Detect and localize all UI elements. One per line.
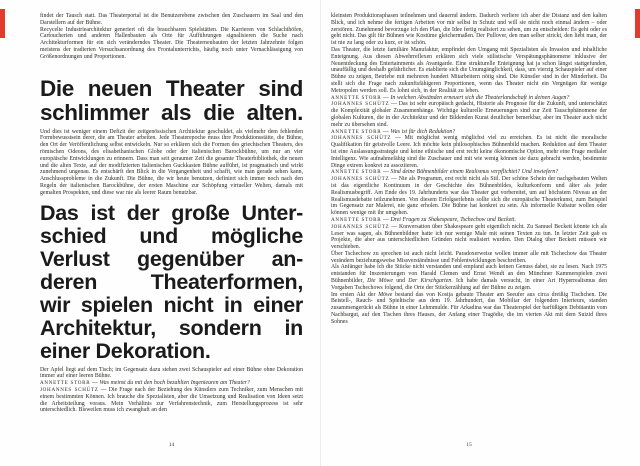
text-segment: und xyxy=(392,278,409,285)
dialog-text: In welchen Abständen erneuert sich die Theaterlandschaft in deinen Augen? xyxy=(390,94,570,101)
text-segment: . Ich habe damals versucht, in einer Art Hyperrealismus den Vorgaben Tschechows folgend, die Orte der Stückerzählung auf der Bühne zu zeigen. xyxy=(331,278,607,291)
speaker-name: ANNETTE STORR xyxy=(331,216,382,223)
headline-line: Die neuen Theater sind xyxy=(40,75,303,101)
headline-line: schlimmer als die alten. xyxy=(40,99,303,125)
dialog-text: Mit möglichst wenig möglichst viel zu erreichen. Es ist nicht die moralische Qualifikation für geistvolle Leere. Ich möchte kein philosophisches Bühnenbild machen. Reduktion auf dem Theater ist eine Auslassungsstrategie und keine ethische und erst recht keine ökonomische Option, mehr eine Frage medialer Intelligenz. Wie aufnahmefähig sind die Zuschauer und mit wie wenig können sie dazu gebracht werden, bestimmte Dinge extrem konkret zu assoziieren. xyxy=(331,135,607,169)
body-paragraph: Recycelte Industriearchitektur generiert oft die brauchbaren Spielstätten. Die Karrieren von Schlachthöfen, Cartoucherien und anderen Hallenbauten als Orte für Aufführungen signalisieren die Suche nach Architekturformen für ein sich veränderndes Theater. Die Theaterneubauten der letzten Jahrzehnte folgen meistens der tradierten Versuchsanordnung des Frontalunterrichts, häufig noch unter Vernachlässigung von Größenordnungen und Proportionen. xyxy=(40,26,303,60)
page-gutter-divider xyxy=(320,0,321,466)
headline-line: Architektur, sondern in xyxy=(40,315,303,340)
body-paragraph: Über Tschechow zu sprechen ist auch nicht leicht. Paradoxerweise wollen immer alle mit Tschechow das Theater verändern beziehungsweise Missverständnisse und Fehlentwicklungen beschreiben. xyxy=(331,250,607,264)
body-paragraph: Das Theater, die letzte familiäre Manufaktur, empfindet den Umgang mit Spezialisten als Invasion und inhaltliche Enteignung. Aus diesen Abwehrreflexen erklären sich viele stilistische Verspätungsphänomene inklusive der Neuentdeckung des Entertainments als Avantgarde. Eine strukturelle Enteignung hat ja schon längst stattgefunden, unauffällig und deshalb gefährlicher. Es etablierte sich die Unumgänglichkeit, dass, um vierzig Schauspieler auf einer Bühne zu zeigen, Betriebe mit mehreren hundert Mitarbeitern nötig sind. Die Künstler sind in der Minderheit. Da stellt sich die Frage nach zukunftsfähigeren Proportionen, wenn das Theater nicht ein Vergnügen für wenige Metropolen werden soll. Es lohnt sich, in der Realität zu leben. xyxy=(331,46,607,94)
work-title: Der Kirschgarten xyxy=(408,278,452,285)
headline-line: deren Theaterformen, xyxy=(40,269,303,294)
text-segment: bestand das von Kostja gebaute Theater am Seeufer aus circa dreißig Tischchen. Die Beistell-, Rauch- und Spieltische aus dem 19. Jahrhundert, das Mobiliar der folgenden Interieurs, standen zusammengerückt als Bühne in einer Lehmmulde. Für Arkadina war das Theaterspiel der barfüßigen Debütantin vom Nachbargut, auf den Tischen ihres Hauses, der Anfang einer Tragödie, die im vierten Akt mit dem Suizid ihres Sohnes xyxy=(331,291,607,325)
dialog-text: Was meinst du mit den hoch bezahlten Ingenieuren am Theater? xyxy=(99,380,250,387)
dialog-entry: JOHANNES SCHÜTZ — Konversation über Shakespeare geht eigentlich nicht. Zu Samuel Beckett könnte ich als Leser was sagen, als Bühnenbildner hatte ich nur wenige Male mit seinen Texten zu tun. In letzter Zeit gab es Projekte, die aber aus unterschiedlichen Gründen nicht realisiert wurden. Den Dialog über Beckett müssen wir verschieben. xyxy=(331,223,607,251)
pull-quote-headline xyxy=(40,202,303,363)
red-bleed-mark-right xyxy=(635,9,640,38)
speaker-name: ANNETTE STORR xyxy=(331,94,382,101)
dialog-entry: ANNETTE STORR — Sind deine Bühnenbilder einem Realismus verpflichtet? Und inwiefern? xyxy=(331,169,559,176)
work-title: Die Möwe xyxy=(367,278,393,285)
dialog-text: Nie als Programm, erst recht nicht als Stil. Der schöne Schein der nachgebauten Welten ist das eigentliche Kontinuum in der Geschichte des Bühnenbildes, kulturkonform und älter als jeder Realismusbegriff. Am Ende des 19. Jahrhunderts war das Theater gut vorbereitet, um auf höchstem Niveau an der Realismusdebatte teilzunehmen. Von diesem Erfolgserlebnis sollte sich die europäische Theaterkunst, zum Beispiel im Gegensatz zur Malerei, nie ganz erholen. Die Bühne hat konkret zu sein. Als informelle Kubatur wollen oder können wenige mit ihr umgehen. xyxy=(331,176,607,217)
page-number-left: 14 xyxy=(168,442,175,448)
headline-line: Das ist der große Unter- xyxy=(40,200,303,225)
dialog-entry: JOHANNES SCHÜTZ — Nie als Programm, erst recht nicht als Stil. Der schöne Schein der nachgebauten Welten ist das eigentliche Kontinuum in der Geschichte des Bühnenbildes, kulturkonform und älter als jeder Realismusbegriff. Am Ende des 19. Jahrhunderts war das Theater gut vorbereitet, um auf höchstem Niveau an der Realismusdebatte teilzunehmen. Von diesem Erfolgserlebnis sollte sich die europäische Theaterkunst, zum Beispiel im Gegensatz zur Malerei, nie ganz erholen. Die Bühne hat konkret zu sein. Als informelle Kubatur wollen oder können wenige mit ihr umgehen. xyxy=(331,176,607,217)
speaker-name: JOHANNES SCHÜTZ xyxy=(331,101,390,108)
dialog-text: Drei Fragen zu Shakespeare, Tschechow und Beckett. xyxy=(390,216,516,223)
text-segment: Als Anfänger habe ich die Stücke nicht verstanden und empfand auch keinen Genuss dabei, sie zu lesen. Nach 1975 entstanden für Inszenierungen von Harald Clemen und Ernst Wendt an den Münchner Kammerspielen zwei Bühnenbilder, xyxy=(331,264,607,285)
dialog-entry: ANNETTE STORR — Drei Fragen zu Shakespeare, Tschechow und Beckett. xyxy=(331,216,516,223)
work-title: Möwe xyxy=(378,291,393,298)
red-bleed-mark-left xyxy=(0,9,5,38)
headline-line: Verlust gegenüber an- xyxy=(40,246,303,271)
dialog-text: Das ist sehr europäisch gedacht, Historie als Prognose für die Zukunft, und unterschätzt die Komplexität globaler Zusammenhänge. Wichtige kulturelle Erneuerungen sind zur Zeit Tauschphänomene der globalen Kulturen, die in der Architektur und der Bildenden Kunst deutlicher bemerkbar, aber im Theater auch nicht mehr zu übersehen sind. xyxy=(331,101,607,128)
body-paragraph: Der Apfel liegt auf dem Tisch; im Gegensatz dazu stehen zwei Schauspieler auf einer Bühne ohne Dekoration immer auf einer leeren Bühne. xyxy=(40,366,303,380)
speaker-name: JOHANNES SCHÜTZ xyxy=(331,223,390,230)
dialog-text: Sind deine Bühnenbilder einem Realismus verpflichtet? Und inwiefern? xyxy=(390,169,559,176)
body-paragraph xyxy=(331,264,607,291)
headline-line: wir spielen nicht in einer xyxy=(40,292,303,317)
left-page-text-column xyxy=(40,13,303,414)
dialog-entry: ANNETTE STORR — Was ist für dich Reduktion? xyxy=(331,128,456,135)
body-paragraph: findet der Tausch statt. Das Theaterportal ist die Benutzerebene zwischen den Zuschauern im Saal und den Darstellern auf der Bühne. xyxy=(40,13,303,26)
dialog-entry: JOHANNES SCHÜTZ — Die Frage nach der Beziehung des Künstlers zum Techniker, zum Menschen mit einem bestimmten Können. Ich brauche die Spezialisten, aber die Umsetzung und Realisation von Ideen setzt die Arbeitsteilung voraus. Mein Verhältnis zur Verfahrenstechnik, zum Herstellungsprozess ist sehr unterschiedlich. Bisweilen muss ich zwanghaft an den xyxy=(40,386,303,414)
dialog-text: Konversation über Shakespeare geht eigentlich nicht. Zu Samuel Beckett könnte ich als Leser was sagen, als Bühnenbildner hatte ich nur wenige Male mit seinen Texten zu tun. In letzter Zeit gab es Projekte, die aber aus unterschiedlichen Gründen nicht realisiert wurden. Den Dialog über Beckett müssen wir verschieben. xyxy=(331,223,607,251)
speaker-name: ANNETTE STORR xyxy=(331,128,382,135)
right-page-text-column xyxy=(331,13,607,326)
speaker-name: ANNETTE STORR xyxy=(40,380,91,387)
speaker-name: ANNETTE STORR xyxy=(331,169,382,176)
dialog-text: Die Frage nach der Beziehung des Künstlers zum Techniker, zum Menschen mit einem bestimmten Können. Ich brauche die Spezialisten, aber die Umsetzung und Realisation von Ideen setzt die Arbeitsteilung voraus. Mein Verhältnis zur Verfahrenstechnik, zum Herstellungsprozess ist sehr unterschiedlich. Bisweilen muss ich zwanghaft an den xyxy=(40,386,303,414)
dialog-text: Was ist für dich Reduktion? xyxy=(390,128,456,135)
pull-quote-headline xyxy=(40,77,303,125)
page-number-right: 15 xyxy=(466,442,472,448)
speaker-name: JOHANNES SCHÜTZ xyxy=(331,135,392,142)
headline-line: schied und mögliche xyxy=(40,223,303,248)
body-paragraph: kleinsten Produktionsphasen teilnehmen und dauernd ändern. Dadurch verliere ich aber die Distanz und den kalten Blick, und ich nehme die fertigen Arbeiten vor mir selbst in Schutz und will sie nicht noch einmal ändern – oder zerstören. Zunehmend bevorzuge ich den Plan, die Idee fertig realisiert zu sehen, um zu entscheiden: Es geht oder es geht nicht. Das gilt für Bühnen wie Kostüme gleichermaßen. Der Pullover, den man selber strickt, den liebt man, der ist nie zu lang oder zu kurz, er ist schön. xyxy=(331,13,607,47)
dialog-entry: JOHANNES SCHÜTZ — Das ist sehr europäisch gedacht, Historie als Prognose für die Zukunft, und unterschätzt die Komplexität globaler Zusammenhänge. Wichtige kulturelle Erneuerungen sind zur Zeit Tauschphänomene der globalen Kulturen, die in der Architektur und der Bildenden Kunst deutlicher bemerkbar, aber im Theater auch nicht mehr zu übersehen sind. xyxy=(331,101,607,128)
dialog-entry: JOHANNES SCHÜTZ — Mit möglichst wenig möglichst viel zu erreichen. Es ist nicht die moralische Qualifikation für geistvolle Leere. Ich möchte kein philosophisches Bühnenbild machen. Reduktion auf dem Theater ist eine Auslassungsstrategie und keine ethische und erst recht keine ökonomische Option, mehr eine Frage medialer Intelligenz. Wie aufnahmefähig sind die Zuschauer und mit wie wenig können sie dazu gebracht werden, bestimmte Dinge extrem konkret zu assoziieren. xyxy=(331,135,607,169)
dialog-entry: ANNETTE STORR — Was meinst du mit den hoch bezahlten Ingenieuren am Theater? xyxy=(40,380,250,387)
body-paragraph: Und dies ist weniger einem Defizit der zeitgenössischen Architektur geschuldet, als vielmehr dem fehlenden Formbewusstsein derer, die am Theater arbeiten. Jede Theaterepoche muss ihre Produktionsstätte, die Bühne, den Ort der Veröffentlichung selbst entwickeln. Nur so erklären sich die Formen des griechischen Theaters, des römischen Odeons, des elisabethanischen Globe oder der italienischen Barockbühne, um nur an vier europäische Entwicklungen zu erinnern. Dass man seit geraumer Zeit die gesamte Theaterbibliothek, die neuen und die alten Texte, auf der modifizierten italienischen Guckkasten Bühne aufführt, ist pragmatisch und wirkt zunehmend ungenau. Es entschärft den Blick in die Vergangenheit und schafft, wie man gerade sehen kann, Anschlussprobleme in die Zukunft. Die Bühne, die wir heute benutzen, definiert sich immer noch nach den Regeln der italienischen Barockbühne, der ersten Maschine zur Schöpfung virtueller Welten, damals mit gemalten Prospekten, und diese war nie als leerer Raum benutzbar. xyxy=(40,128,303,196)
speaker-name: JOHANNES SCHÜTZ xyxy=(331,176,390,183)
headline-line: einer Dekoration. xyxy=(40,338,211,363)
dialog-entry: ANNETTE STORR — In welchen Abständen erneuert sich die Theaterlandschaft in deinen Augen? xyxy=(331,94,570,101)
speaker-name: JOHANNES SCHÜTZ xyxy=(40,386,99,393)
text-segment: Im ersten Akt der xyxy=(331,291,379,298)
body-paragraph xyxy=(331,292,607,326)
